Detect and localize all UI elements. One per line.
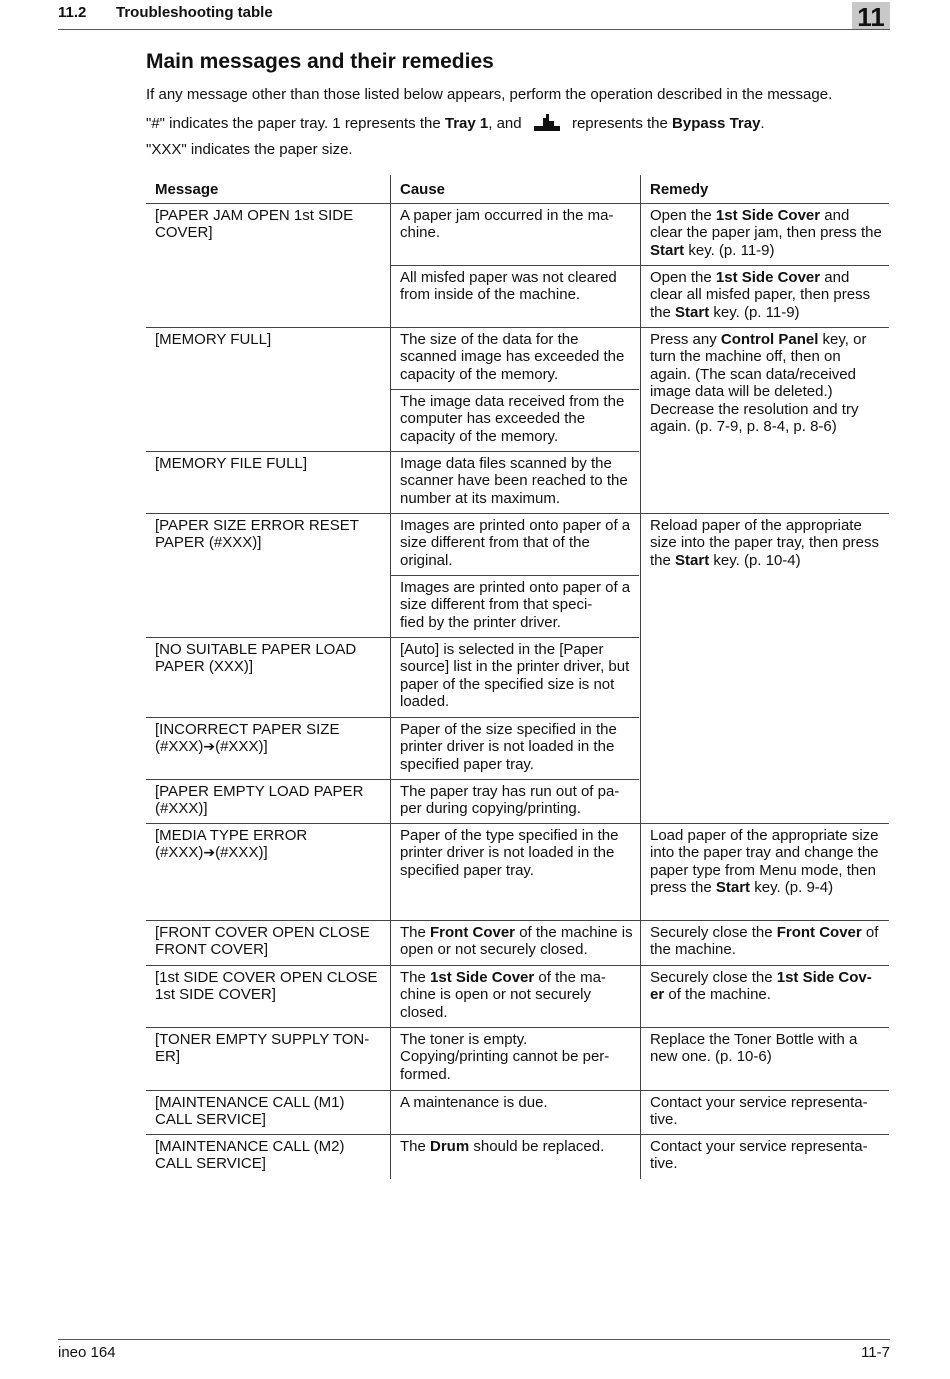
remedy-cell: Contact your service representa- tive. bbox=[640, 1134, 889, 1179]
cause-cell: Images are printed onto paper of a size different from that speci- fied by the printer driver. bbox=[390, 575, 640, 637]
table-row bbox=[146, 513, 889, 575]
cause-cell: Image data files scanned by the scanner have been reached to the number at its maximum. bbox=[390, 451, 640, 513]
table-row bbox=[146, 203, 889, 265]
cause-cell: All misfed paper was not cleared from inside of the machine. bbox=[390, 265, 640, 327]
message-cell: [PAPER JAM OPEN 1st SIDE COVER] bbox=[155, 207, 354, 242]
section-title: Troubleshooting table bbox=[116, 4, 273, 21]
message-cell: [INCORRECT PAPER SIZE (#XXX)➔(#XXX)] bbox=[155, 721, 340, 756]
table-row bbox=[146, 1090, 889, 1134]
table-row bbox=[146, 451, 889, 513]
cause-cell: The toner is empty. Copying/printing cannot be per- formed. bbox=[390, 1027, 640, 1090]
page-number: 11-7 bbox=[861, 1344, 890, 1361]
message-cell: [MAINTENANCE CALL (M2) CALL SERVICE] bbox=[155, 1138, 345, 1173]
table-row bbox=[146, 1134, 889, 1179]
intro-line-2: "#" indicates the paper tray. 1 represents the Tray 1, and represents the Bypass Tray. bbox=[146, 115, 765, 132]
table-row bbox=[146, 637, 889, 717]
arrow-right-icon: ➔ bbox=[203, 845, 216, 862]
page-title: Main messages and their remedies bbox=[146, 50, 494, 73]
message-cell: [MAINTENANCE CALL (M1) CALL SERVICE] bbox=[155, 1094, 345, 1129]
cause-cell: [Auto] is selected in the [Paper source] list in the printer driver, but paper of the specified size is not loaded. bbox=[390, 637, 640, 717]
cause-cell: Paper of the type specified in the printer driver is not loaded in the specified paper tray. bbox=[390, 823, 640, 920]
table-row bbox=[146, 327, 889, 389]
cause-cell: The size of the data for the scanned image has exceeded the capacity of the memory. bbox=[390, 327, 640, 389]
cause-cell: A maintenance is due. bbox=[390, 1090, 640, 1134]
message-cell: [MEMORY FILE FULL] bbox=[155, 455, 307, 472]
message-cell: [PAPER SIZE ERROR RESET PAPER (#XXX)] bbox=[155, 517, 359, 552]
table-row bbox=[146, 265, 889, 327]
cause-cell: The Front Cover of the machine is open or not securely closed. bbox=[390, 920, 640, 965]
table-row bbox=[146, 717, 889, 779]
cause-cell: The image data received from the computer has exceeded the capacity of the memory. bbox=[390, 389, 640, 451]
header-message: Message bbox=[155, 181, 219, 198]
table-row bbox=[146, 965, 889, 1027]
cause-cell: Paper of the size specified in the printer driver is not loaded in the specified paper tray. bbox=[390, 717, 640, 779]
message-cell: [1st SIDE COVER OPEN CLOSE 1st SIDE COVER] bbox=[155, 969, 378, 1004]
remedy-cell: Open the 1st Side Cover and clear the paper jam, then press the Start key. (p. 11-9) bbox=[640, 203, 889, 265]
cause-cell: A paper jam occurred in the ma- chine. bbox=[390, 203, 640, 265]
header-cause: Cause bbox=[390, 175, 640, 203]
running-header bbox=[58, 0, 890, 30]
remedy-cell: Securely close the Front Cover of the machine. bbox=[640, 920, 889, 965]
message-cell: [NO SUITABLE PAPER LOAD PAPER (XXX)] bbox=[155, 641, 357, 676]
bypass-tray-icon bbox=[534, 113, 560, 131]
cause-cell: The Drum should be replaced. bbox=[390, 1134, 640, 1179]
table-row bbox=[146, 1027, 889, 1090]
message-cell: [PAPER EMPTY LOAD PAPER (#XXX)] bbox=[155, 783, 364, 818]
model-name: ineo 164 bbox=[58, 1344, 116, 1361]
table-row bbox=[146, 575, 889, 637]
message-cell: [TONER EMPTY SUPPLY TON- ER] bbox=[155, 1031, 370, 1066]
remedy-cell: Securely close the 1st Side Cov- er of the machine. bbox=[640, 965, 889, 1027]
message-cell: [MEDIA TYPE ERROR (#XXX)➔(#XXX)] bbox=[155, 827, 308, 862]
remedy-cell: Load paper of the appropriate size into the paper tray and change the paper type from Menu mode, then press the Start key. (p. 9-4) bbox=[640, 823, 889, 920]
table-row bbox=[146, 823, 889, 920]
remedy-cell: Open the 1st Side Cover and clear all misfed paper, then press the Start key. (p. 11-9) bbox=[640, 265, 889, 327]
header-remedy: Remedy bbox=[640, 175, 889, 203]
remedy-cell: Press any Control Panel key, or turn the machine off, then on again. (The scan data/received image data will be deleted.) Decrease the resolution and try again. (p. 7-9, p. 8-4, p. 8-6) bbox=[640, 327, 889, 513]
chapter-number-badge: 11 bbox=[852, 2, 890, 29]
table-row bbox=[146, 389, 889, 451]
page-footer bbox=[58, 1339, 890, 1361]
message-cell: [MEMORY FULL] bbox=[155, 331, 272, 348]
intro-line-3: "XXX" indicates the paper size. bbox=[146, 141, 353, 158]
cause-cell: The paper tray has run out of pa- per during copying/printing. bbox=[390, 779, 640, 823]
remedy-cell: Contact your service representa- tive. bbox=[640, 1090, 889, 1134]
cause-cell: Images are printed onto paper of a size different from that of the original. bbox=[390, 513, 640, 575]
table-row bbox=[146, 920, 889, 965]
remedy-cell: Reload paper of the appropriate size into the paper tray, then press the Start key. (p. 10-4) bbox=[640, 513, 889, 823]
intro-line-1: If any message other than those listed below appears, perform the operation described in the message. bbox=[146, 86, 833, 103]
remedy-cell: Replace the Toner Bottle with a new one. (p. 10-6) bbox=[640, 1027, 889, 1090]
section-number: 11.2 bbox=[58, 4, 87, 21]
message-cell: [FRONT COVER OPEN CLOSE FRONT COVER] bbox=[155, 924, 370, 959]
arrow-right-icon: ➔ bbox=[203, 739, 216, 756]
cause-cell: The 1st Side Cover of the ma- chine is open or not securely closed. bbox=[390, 965, 640, 1027]
table-header-row bbox=[146, 175, 889, 203]
table-row bbox=[146, 779, 889, 823]
